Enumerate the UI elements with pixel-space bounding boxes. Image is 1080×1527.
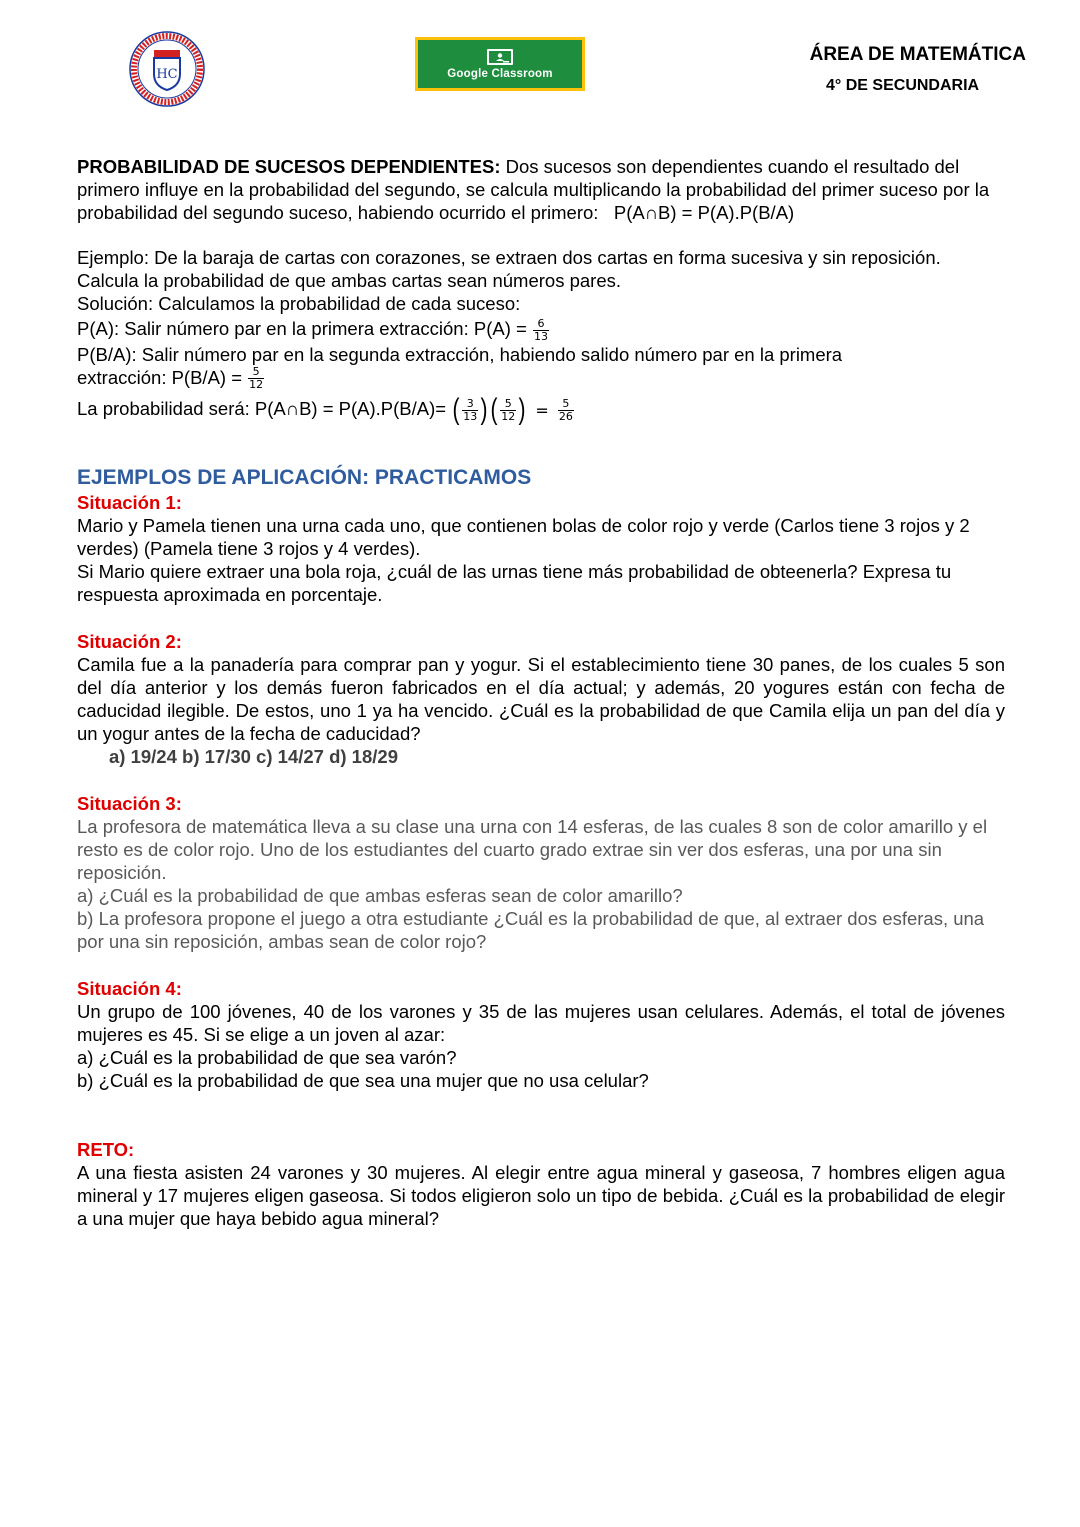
situation-1-label: Situación 1: bbox=[77, 492, 182, 514]
practice-title: EJEMPLOS DE APLICACIÓN: PRACTICAMOS bbox=[77, 466, 532, 490]
theory-formula: P(A∩B) = P(A).P(B/A) bbox=[613, 202, 795, 223]
fraction-pba: $\frac{5}{12}$ bbox=[249, 365, 264, 392]
grade-label: 4° DE SECUNDARIA bbox=[826, 77, 980, 94]
theory-title: PROBABILIDAD DE SUCESOS DEPENDIENTES: bbox=[77, 156, 501, 177]
fraction-result: $\frac{5}{26}$ bbox=[558, 396, 573, 423]
situation-4-line-1: Un grupo de 100 jóvenes, 40 de los varones y 35 de las mujeres usan celulares. Además, el total de jóvenes mujeres es 45. Si se elige a un joven al azar: bbox=[77, 1001, 1005, 1046]
google-classroom-badge[interactable] bbox=[415, 37, 585, 91]
fraction-f1: $\frac{3}{13}$ bbox=[463, 396, 478, 423]
situation-2-label: Situación 2: bbox=[77, 631, 182, 653]
classroom-label: Google Classroom bbox=[447, 68, 553, 80]
svg-text:HC: HC bbox=[156, 67, 178, 82]
classroom-board-icon bbox=[486, 48, 514, 66]
fraction-f2: $\frac{5}{12}$ bbox=[501, 396, 516, 423]
example-result: La probabilidad será: P(A∩B) = P(A).P(B/A)= ( $\frac{3}{13}$ ) ( $\frac{5}{12}$ ) = $\frac{5}{26}$ bbox=[77, 393, 573, 427]
situation-3-line-3: b) La profesora propone el juego a otra estudiante ¿Cuál es la probabilidad de que, al extraer dos esferas, una por una sin reposición, ambas sean de color rojo? bbox=[77, 908, 985, 953]
situation-1-line-1: Mario y Pamela tienen una urna cada uno, que contienen bolas de color rojo y verde (Carlos tiene 3 rojos y 2 verdes) (Pamela tiene 3 rojos y 4 verdes). bbox=[77, 515, 970, 560]
challenge-label: RETO: bbox=[77, 1139, 135, 1161]
situation-3-label: Situación 3: bbox=[77, 793, 182, 815]
situation-3-line-1: La profesora de matemática lleva a su clase una urna con 14 esferas, de las cuales 8 son de color amarillo y el resto es de color rojo. Uno de los estudiantes del cuarto grado extrae sin ver dos esferas, una por una sin reposición. bbox=[77, 816, 988, 884]
situation-1-line-2: Si Mario quiere extraer una bola roja, ¿cuál de las urnas tiene más probabilidad de obteenerla? Expresa tu respuesta aproximada en porcentaje. bbox=[77, 561, 952, 606]
situation-4-label: Situación 4: bbox=[77, 978, 182, 1000]
area-title: ÁREA DE MATEMÁTICA bbox=[809, 44, 1026, 65]
situation-2-line-1: Camila fue a la panadería para comprar pan y yogur. Si el establecimiento tiene 30 panes, de los cuales 5 son del día anterior y los demás fueron fabricados en el día actual; y además, 20 yogures están con fecha de caducidad ilegible. De estos, uno 1 ya ha vencido. ¿Cuál es la probabilidad de que Camila elija un pan del día y un yogur antes de la fecha de caducidad? bbox=[77, 654, 1005, 745]
document-body bbox=[77, 155, 1005, 1230]
example-pba-line1: P(B/A): Salir número par en la segunda extracción, habiendo salido número par en la primera bbox=[77, 343, 843, 365]
challenge-text: A una fiesta asisten 24 varones y 30 mujeres. Al elegir entre agua mineral y gaseosa, 7 hombres eligen agua mineral y 17 mujeres eligen gaseosa. Si todos eligieron solo un tipo de bebida. ¿Cuál es la probabilidad de elegir a una mujer que haya bebido agua mineral? bbox=[77, 1162, 1005, 1230]
theory-paragraph bbox=[77, 155, 1005, 224]
example-solution-intro: Solución: Calculamos la probabilidad de cada suceso: bbox=[77, 293, 521, 314]
example-pba-line2: extracción: P(B/A) = $\frac{5}{12}$ bbox=[77, 365, 264, 392]
theory-body: Dos sucesos son dependientes cuando el resultado del primero influye en la probabilidad del segundo, se calcula multiplicando la probabilidad del primer suceso por la probabilidad del segundo suceso, habiendo ocurrido el primero: bbox=[77, 156, 990, 223]
example-statement: Ejemplo: De la baraja de cartas con corazones, se extraen dos cartas en forma sucesiva y sin reposición. Calcula la probabilidad de que ambas cartas sean números pares. bbox=[77, 247, 941, 291]
school-crest-logo bbox=[128, 30, 206, 108]
situation-3-line-2: a) ¿Cuál es la probabilidad de que ambas esferas sean de color amarillo? bbox=[77, 885, 683, 907]
situation-4-line-3: b) ¿Cuál es la probabilidad de que sea una mujer que no usa celular? bbox=[77, 1070, 649, 1092]
situation-4-line-2: a) ¿Cuál es la probabilidad de que sea varón? bbox=[77, 1047, 457, 1069]
situation-2-options: a) 19/24 b) 17/30 c) 14/27 d) 18/29 bbox=[109, 746, 398, 768]
fraction-pa: $\frac{6}{13}$ bbox=[533, 316, 548, 343]
example-pa: P(A): Salir número par en la primera extracción: P(A) = $\frac{6}{13}$ bbox=[77, 316, 548, 343]
